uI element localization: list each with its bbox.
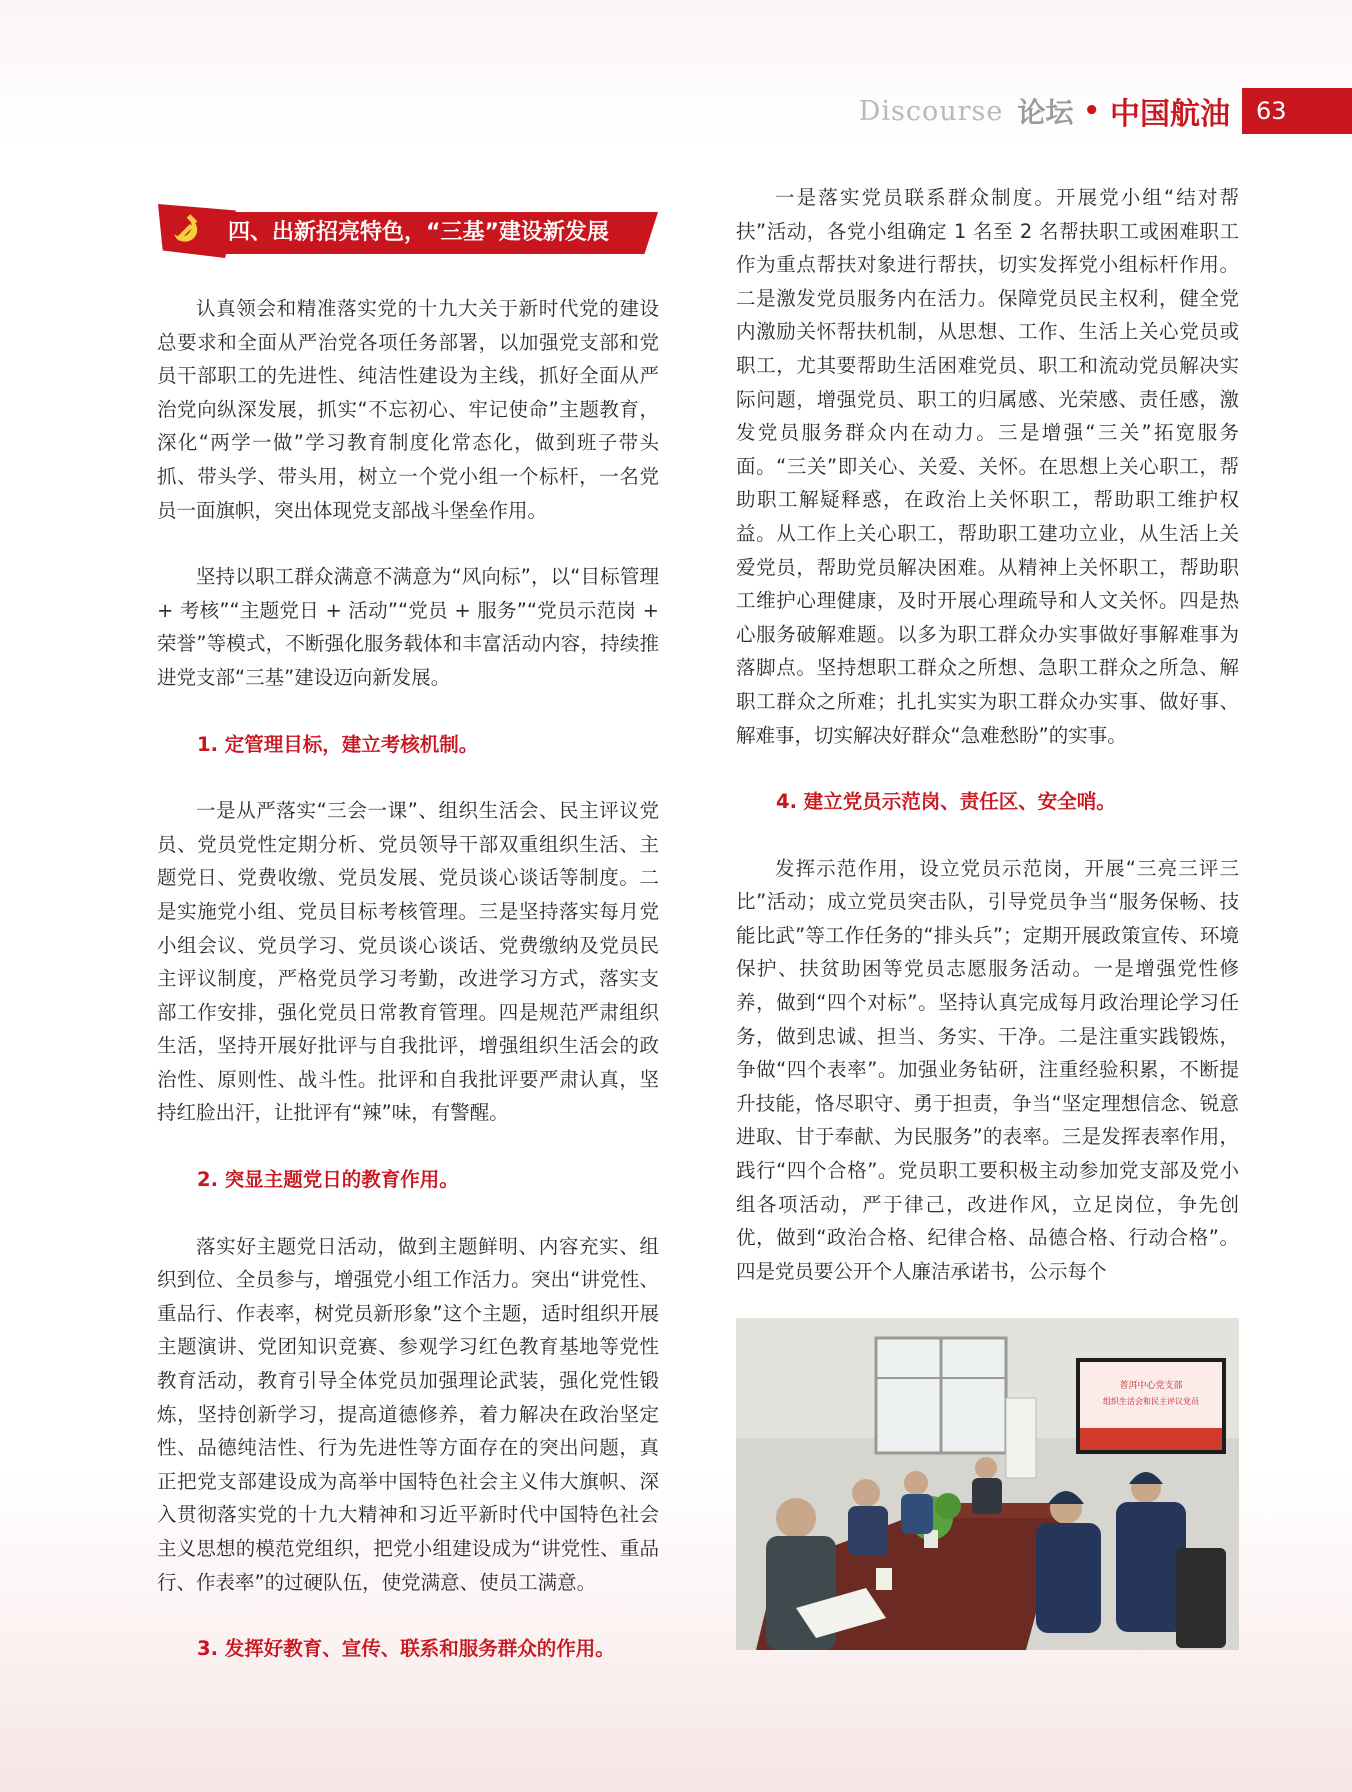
- screen-caption-2: 组织生活会和民主评议党员: [1103, 1397, 1199, 1406]
- subsection-1-body: 一是从严落实“三会一课”、组织生活会、民主评议党员、党员党性定期分析、党员领导干部双重组织生活、主题党日、党费收缴、党员发展、党员谈心谈话等制度。二是实施党小组、党员目标考核管理。三是坚持落实每月党小组会议、党员学习、党员谈心谈话、党费缴纳及党员民主评议制度，严格党员学习考勤，改进学习方式，落实支部工作安排，强化党员日常教育管理。四是规范严肃组织生活，坚持开展好批评与自我批评，增强组织生活会的政治性、原则性、战斗性。批评和自我批评要严肃认真，坚持红脸出汗，让批评有“辣”味，有警醒。: [157, 799, 659, 1125]
- meeting-photo-illustration: [736, 1318, 1239, 1650]
- intro-paragraph-2: 坚持以职工群众满意不满意为“风向标”，以“目标管理 + 考核”“主题党日 + 活动”“党员 + 服务”“党员示范岗 + 荣誉”等模式，不断强化服务载体和丰富活动内容，持续推进党支部“三基”建设迈向新发展。: [157, 565, 659, 689]
- left-column: [157, 292, 659, 1699]
- screen-caption-1: 普洱中心党支部: [1119, 1381, 1183, 1391]
- intro-paragraph-1: 认真领会和精准落实党的十九大关于新时代党的建设总要求和全面从严治党各项任务部署，以加强党支部和党员干部职工的先进性、纯洁性建设为主线，抓好全面从严治党向纵深发展，抓实“不忘初心、牢记使命”主题教育，深化“两学一做”学习教育制度化常态化，做到班子带头抓、带头学、带头用，树立一个党小组一个标杆，一名党员一面旗帜，突出体现党支部战斗堡垒作用。: [157, 297, 659, 522]
- subheading-4: 4. 建立党员示范岗、责任区、安全哨。: [776, 790, 1116, 814]
- subsection-3-body: 一是落实党员联系群众制度。开展党小组“结对帮扶”活动，各党小组确定 1 名至 2 名帮扶职工或困难职工作为重点帮扶对象进行帮扶，切实发挥党小组标杆作用。二是激发党员服务内在活力。保障党员民主权利，健全党内激励关怀帮扶机制，从思想、工作、生活上关心党员或职工，尤其要帮助生活困难党员、职工和流动党员解决实际问题，增强党员、职工的归属感、光荣感、责任感，激发党员服务群众内在动力。三是增强“三关”拓宽服务面。“三关”即关心、关爱、关怀。在思想上关心职工，帮助职工解疑释惑，在政治上关怀职工，帮助职工维护权益。从工作上关心职工，帮助职工建功立业，从生活上关爱党员，帮助党员解决困难。从精神上关怀职工，帮助职工维护心理健康，及时开展心理疏导和人文关怀。四是热心服务破解难题。以多为职工群众办实事做好事解难事为落脚点。坚持想职工群众之所想、急职工群众之所急、解职工群众之所难；扎扎实实为职工群众办实事、做好事、解难事，切实解决好群众“急难愁盼”的实事。: [736, 186, 1239, 747]
- subheading-3: 3. 发挥好教育、宣传、联系和服务群众的作用。: [197, 1637, 615, 1661]
- subsection-2-body: 落实好主题党日活动，做到主题鲜明、内容充实、组织到位、全员参与，增强党小组工作活力。突出“讲党性、重品行、作表率，树党员新形象”这个主题，适时组织开展主题演讲、党团知识竞赛、参观学习红色教育基地等党性教育活动，教育引导全体党员加强理论武装，强化党性锻炼，坚持创新学习，提高道德修养，着力解决在政治坚定性、品德纯洁性、行为先进性等方面存在的突出问题，真正把党支部建设成为高举中国特色社会主义伟大旗帜、深入贯彻落实党的十九大精神和习近平新时代中国特色社会主义思想的模范党组织，把党小组建设成为“讲党性、重品行、作表率”的过硬队伍，使党满意、使员工满意。: [157, 1234, 659, 1594]
- header-separator: •: [1083, 96, 1100, 126]
- party-emblem-icon: [168, 212, 202, 246]
- section-label-en: Discourse: [858, 95, 1004, 127]
- subsection-4-body: 发挥示范作用，设立党员示范岗，开展“三亮三评三比”活动；成立党员突击队，引导党员争当“服务保畅、技能比武”等工作任务的“排头兵”；定期开展政策宣传、环境保护、扶贫助困等党员志愿服务活动。一是增强党性修养，做到“四个对标”。坚持认真完成每月政治理论学习任务，做到忠诚、担当、务实、干净。二是注重实践锻炼，争做“四个表率”。加强业务钻研，注重经验积累，不断提升技能，恪尽职守、勇于担责，争当“坚定理想信念、锐意进取、甘于奉献、为民服务”的表率。三是发挥表率作用，践行“四个合格”。党员职工要积极主动参加党支部及党小组各项活动，严于律己，改进作风，立足岗位，争先创优，做到“政治合格、纪律合格、品德合格、行动合格”。四是党员要公开个人廉洁承诺书，公示每个: [736, 856, 1239, 1283]
- subheading-2: 2. 突显主题党日的教育作用。: [197, 1168, 459, 1192]
- meeting-photo: [736, 1318, 1239, 1650]
- page-header: [859, 88, 1352, 134]
- section-label-zh: 论坛: [1017, 96, 1074, 129]
- subheading-1: 1. 定管理目标，建立考核机制。: [197, 732, 479, 756]
- section-banner: [158, 204, 658, 258]
- right-column: [736, 181, 1239, 1288]
- section-title: 四、出新招亮特色，“三基”建设新发展: [228, 220, 609, 245]
- brand-name: 中国航油: [1110, 97, 1230, 132]
- page-number: 63: [1242, 88, 1352, 134]
